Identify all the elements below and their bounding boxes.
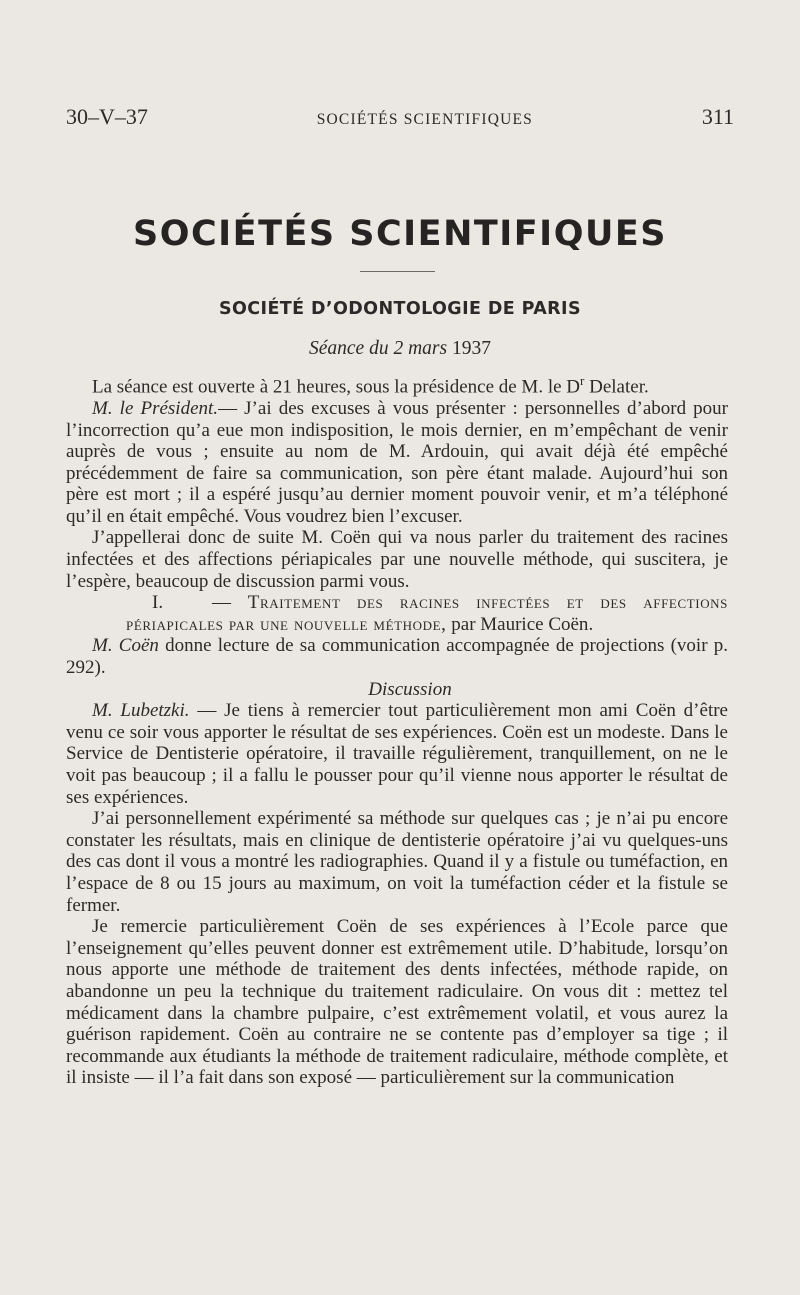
- opening-paragraph: [66, 370, 728, 398]
- lubetzki-paragraph-3: Je remercie particulièrement Coën de ses expériences à l’Ecole parce que l’enseignement qu’elles peuvent donner est extrêmement utile. D’habitude, lorsqu’on nous apporte une méthode de traitement des dents infectées, méthode rapide, on abandonne un peu la technique du traitement radiculaire. On vous dit : mettez tel médicament dans la chambre pulpaire, c’est extrêmement volatil, et vous aurez la guérison rapidement. Coën au contraire ne se contente pas d’employer sa tige ; il recommande aux étudiants la méthode de traitement radiculaire, méthode complète, et il insiste — il l’a fait dans son exposé — particulièrement sur la communication: [66, 916, 728, 1089]
- section-number: I.: [152, 592, 164, 614]
- main-title: SOCIÉTÉS SCIENTIFIQUES: [133, 214, 667, 254]
- coen-speaker: M. Coën: [92, 635, 159, 657]
- coen-paragraph: [66, 635, 728, 678]
- running-head: [66, 104, 734, 130]
- lubetzki-speaker: M. Lubetzki.: [92, 700, 190, 722]
- discussion-heading: Discussion: [368, 678, 452, 700]
- session-date: [0, 338, 800, 360]
- session-date-prefix: Séance du 2 mars: [309, 338, 452, 359]
- section-end: .: [588, 613, 594, 635]
- president-text: — J’ai des excuses à vous présenter : personnelles d’abord pour l’incorrection qu’a eue mon indisposition, le mois dernier, en m’empêchant de venir auprès de vous ; ensuite au nom de M. Ardouin, qui avait déjà été empêché précédemment de faire sa communication, son père étant malade. Aujourd’hui son père est mort ; il a espéré jusqu’au dernier moment pouvoir venir, et m’a téléphoné qu’il en était empêché. Vous voudrez bien l’excuser.: [66, 397, 729, 527]
- society-title: SOCIÉTÉ D’ODONTOLOGIE DE PARIS: [219, 299, 581, 319]
- president-speaker: M. le Président.: [92, 397, 219, 419]
- president-paragraph-2: J’appellerai donc de suite M. Coën qui va nous parler du traitement des racines infectées et des affections périapicales par une nouvelle méthode, qui suscitera, je l’espère, beaucoup de discussion parmi vous.: [66, 527, 728, 592]
- lubetzki-paragraph-1: [66, 700, 728, 808]
- section-by: par: [446, 613, 481, 635]
- section-author: [480, 614, 588, 635]
- page-number: 311: [701, 104, 734, 129]
- running-head-title: SOCIÉTÉS SCIENTIFIQUES: [316, 111, 533, 128]
- coen-text: donne lecture de sa communication accompagnée de projections (voir p. 292).: [66, 635, 728, 679]
- opening-end: Delater.: [584, 376, 649, 398]
- lubetzki-text-1: — Je tiens à remercier tout particulièrement mon ami Coën d’être venu ce soir vous apporter le résultat de ses expériences. Coën est un modeste. Dans le Service de Dentisterie opératoire, il travaille régulièrement, tranquillement, on ne le voit pas beaucoup ; il a fallu le pousser pour qu’il vienne nous apporter le résultat de ses expériences.: [66, 700, 728, 808]
- section-heading: [66, 592, 728, 635]
- opening-superscript: r: [580, 373, 585, 388]
- lubetzki-paragraph-2: J’ai personnellement expérimenté sa méthode sur quelques cas ; je n’ai pu encore constater les résultats, mais en clinique de dentisterie opératoire j’ai vu quelques-uns des cas dont il vous a montré les radiographies. Quand il y a fistule ou tuméfaction, en l’espace de 8 ou 15 jours au maximum, on voit la tuméfaction céder et la fistule se fermer.: [66, 808, 728, 916]
- author-name: Maurice Coën: [480, 613, 589, 635]
- article-body: [66, 370, 728, 1089]
- opening-text: La séance est ouverte à 21 heures, sous la présidence de M. le D: [92, 376, 581, 398]
- running-head-date: 30–V–37: [66, 104, 148, 129]
- session-year: 1937: [451, 338, 491, 359]
- section-title: — Traitement des racines infectées et des affections périapicales par une nouvelle méthode,: [126, 592, 728, 635]
- president-paragraph: [66, 398, 728, 528]
- title-divider: [360, 271, 435, 272]
